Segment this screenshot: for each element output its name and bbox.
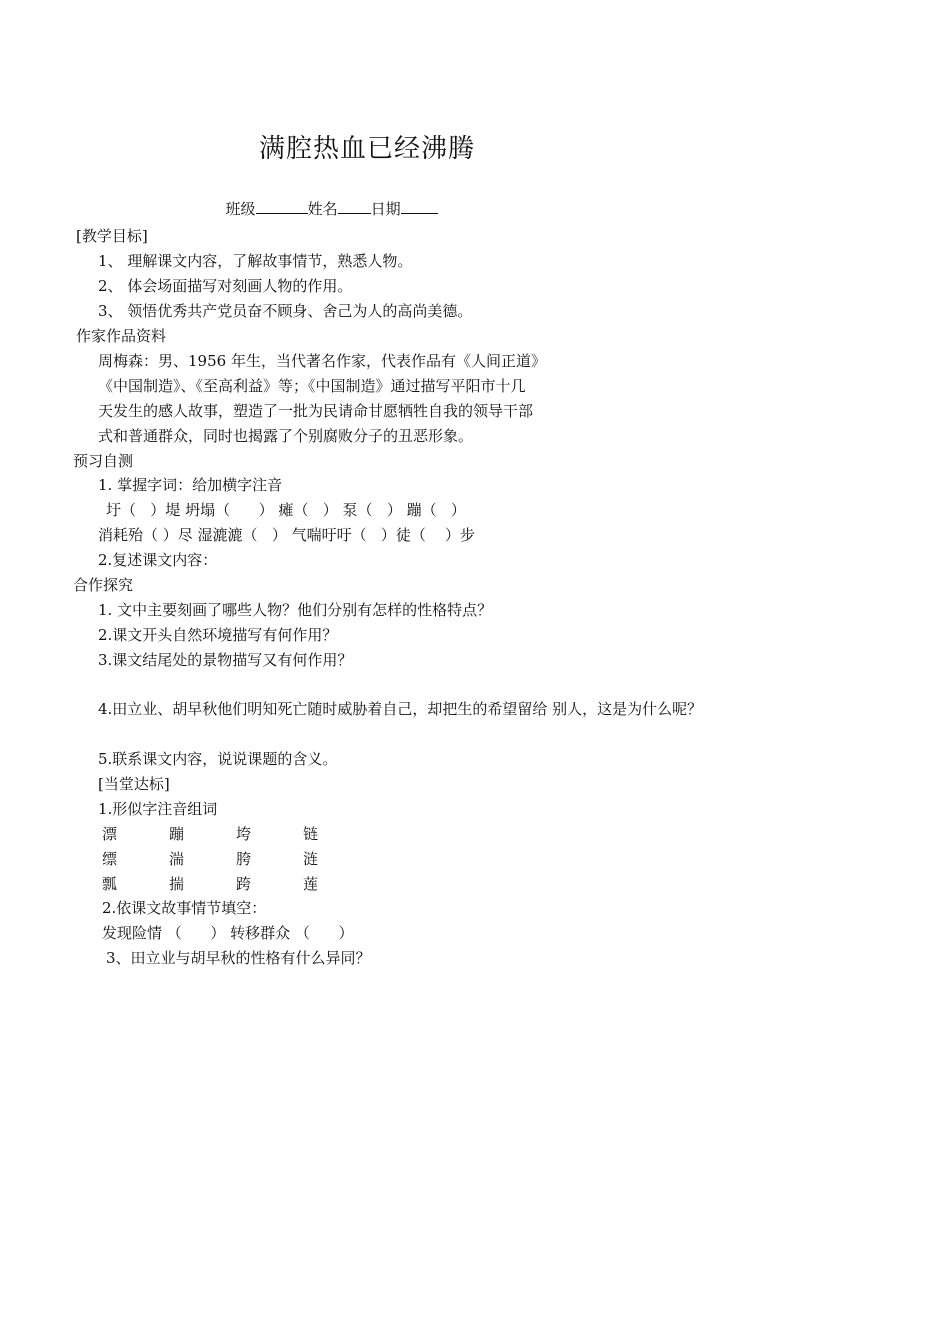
char-cell: 涟	[303, 850, 319, 868]
practice-heading: [当堂达标]	[98, 775, 170, 793]
name-label: 姓名	[307, 200, 338, 218]
explore-question: 1. 文中主要刻画了哪些人物？他们分别有怎样的性格特点？	[98, 601, 493, 619]
explore-question: 4.田立业、胡早秋他们明知死亡随时威胁着自己，却把生的希望留给 别人，这是为什么呢？	[98, 700, 703, 718]
objective-item: 3、 领悟优秀共产党员奋不顾身、舍己为人的高尚美德。	[98, 302, 473, 320]
explore-heading: 合作探究	[73, 576, 134, 594]
practice-question: 1.形似字注音组词	[98, 800, 218, 818]
preview-question: 1. 掌握字词：给加横字注音	[98, 476, 283, 494]
explore-question: 3.课文结尾处的景物描写又有何作用？	[98, 651, 353, 669]
char-cell: 垮	[236, 825, 252, 843]
objective-item: 2、 体会场面描写对刻画人物的作用。	[98, 277, 353, 295]
practice-question: 3、田立业与胡早秋的性格有什么异同？	[106, 949, 371, 967]
char-cell: 链	[303, 825, 319, 843]
explore-question: 5.联系课文内容，说说课题的含义。	[98, 750, 338, 768]
char-cell: 瓢	[102, 875, 118, 893]
preview-heading: 预习自测	[73, 452, 134, 470]
objectives-heading: [教学目标]	[76, 227, 148, 245]
char-cell: 漂	[102, 825, 118, 843]
date-label: 日期	[370, 200, 401, 218]
author-text-line: 周梅森：男、1956 年生，当代著名作家，代表作品有《人间正道》	[98, 352, 546, 370]
class-blank[interactable]	[256, 197, 308, 214]
author-text-line: 《中国制造》、《至高利益》等；《中国制造》通过描写平阳市十几	[98, 377, 526, 395]
student-info-line	[216, 177, 438, 219]
preview-question: 2.复述课文内容：	[98, 551, 218, 569]
date-blank[interactable]	[401, 197, 438, 214]
class-label: 班级	[225, 200, 256, 218]
practice-question: 2.依课文故事情节填空：	[102, 899, 267, 917]
char-cell: 胯	[236, 850, 252, 868]
fill-in-line: 发现险情 （ ） 转移群众 （ ）	[102, 924, 354, 942]
char-cell: 湍	[169, 850, 185, 868]
explore-question: 2.课文开头自然环境描写有何作用？	[98, 626, 338, 644]
char-cell: 蹦	[169, 825, 185, 843]
pinyin-line: 圩（ ）堤 坍塌（ ） 瘫（ ） 泵（ ） 蹦（ ）	[106, 501, 466, 519]
objective-item: 1、 理解课文内容，了解故事情节，熟悉人物。	[98, 252, 413, 270]
page-title: 满腔热血已经沸腾	[259, 134, 476, 164]
author-heading: 作家作品资料	[76, 327, 167, 345]
char-cell: 揣	[169, 875, 185, 893]
char-cell: 莲	[303, 875, 319, 893]
pinyin-line: 消耗殆（ ）尽 湿漉漉（ ） 气喘吁吁（ ）徒（ ）步	[98, 526, 475, 544]
char-cell: 跨	[236, 875, 252, 893]
char-cell: 缥	[102, 850, 118, 868]
name-blank[interactable]	[338, 197, 371, 214]
author-text-line: 式和普通群众，同时也揭露了个别腐败分子的丑恶形象。	[98, 427, 474, 445]
author-text-line: 天发生的感人故事，塑造了一批为民请命甘愿牺牲自我的领导干部	[98, 402, 534, 420]
